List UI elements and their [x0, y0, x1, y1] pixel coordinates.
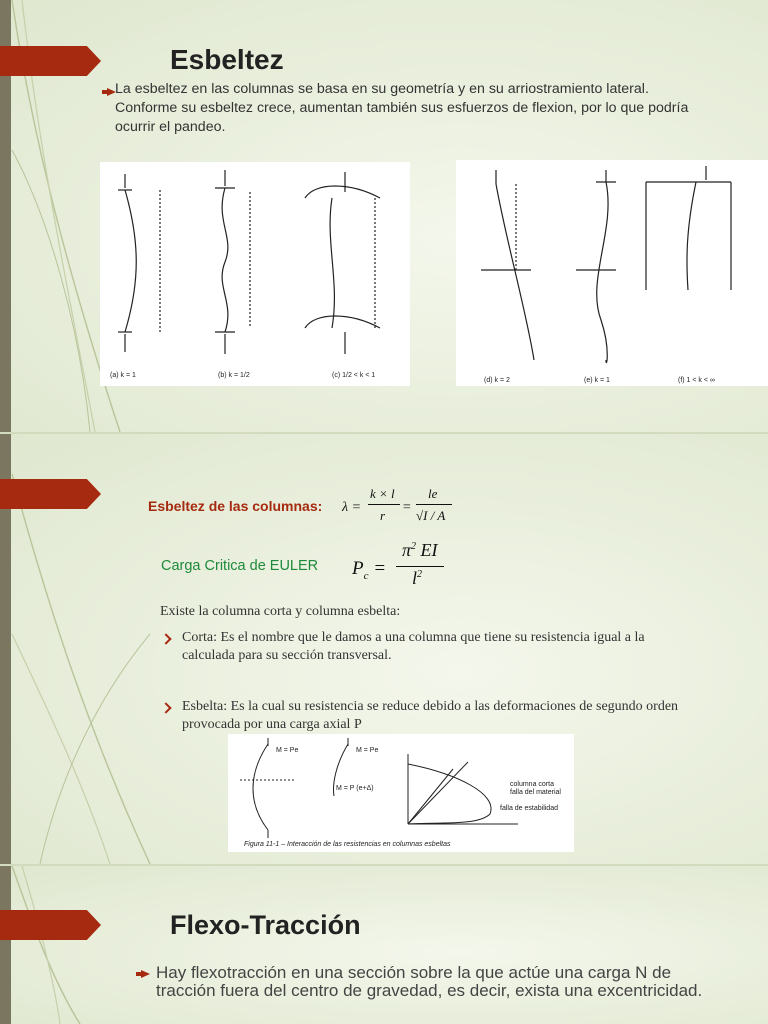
title-tab [0, 46, 101, 76]
decorative-curves [0, 866, 140, 1024]
caption-c: (c) 1/2 < k < 1 [332, 372, 376, 379]
label-falla-estabilidad: falla de estabilidad [500, 805, 558, 812]
item-corta: Corta: Es el nombre que le damos a una columna que tiene su resistencia igual a la calculada para su sección transversal. [182, 630, 645, 663]
slide-flexo-traccion [0, 866, 768, 1024]
interaction-figure [228, 734, 574, 852]
caption-f: (f) 1 < k < ∞ [678, 377, 715, 384]
title-tab [0, 910, 101, 940]
column-buckling-figure-left [100, 162, 410, 386]
buckling-diagrams-left [100, 162, 410, 386]
interaction-diagram [228, 734, 574, 852]
slenderness-formula: λ = k × l r = le √I / A [342, 484, 462, 528]
label-columna-corta: columna corta [510, 781, 554, 788]
buckling-diagrams-right [456, 160, 768, 386]
slide-formulas [0, 434, 768, 864]
chevron-icon [160, 633, 171, 644]
label-falla-material: falla del material [510, 789, 561, 796]
title-tab [0, 479, 101, 509]
slenderness-label: Esbeltez de las columnas: [148, 498, 323, 514]
label-m-pe-2: M = Pe [356, 747, 379, 754]
label-m-pe-delta: M = P (e+Δ) [336, 785, 374, 792]
bullet-text: Hay flexotracción en una sección sobre la que actúe una carga N de tracción fuera del centro de gravedad, es decir, exista una excentricidad. [156, 963, 703, 1000]
bullet-text: La esbeltez en las columnas se basa en su geometría y en su arriostramiento lateral. Conforme su esbeltez crece, aumentan también sus esfuerzos de flexion, por lo que podría ocurrir el pandeo. [115, 81, 689, 135]
chevron-icon [160, 702, 171, 713]
caption-b: (b) k = 1/2 [218, 372, 250, 379]
bullet-arrow [141, 970, 150, 978]
page-title: Flexo-Tracción [170, 910, 361, 940]
label-m-pe-1: M = Pe [276, 747, 299, 754]
page-title: Esbeltez [170, 44, 284, 75]
intro-text: Existe la columna corta y columna esbelta: [160, 604, 401, 619]
caption-e: (e) k = 1 [584, 377, 610, 384]
item-esbelta: Esbelta: Es la cual su resistencia se reduce debido a las deformaciones de segundo orden provocada por una carga axial P [182, 699, 679, 732]
euler-formula: $P_c$ = $\pi^2$ EI $l^2$ [352, 540, 452, 590]
slide-esbeltez [0, 0, 768, 432]
caption-a: (a) k = 1 [110, 372, 136, 379]
figure-caption: Figura 11-1 – Interacción de las resistencias en columnas esbeltas [244, 841, 451, 848]
euler-label: Carga Critica de EULER [161, 558, 319, 574]
column-buckling-figure-right [456, 160, 768, 386]
caption-d: (d) k = 2 [484, 377, 510, 384]
